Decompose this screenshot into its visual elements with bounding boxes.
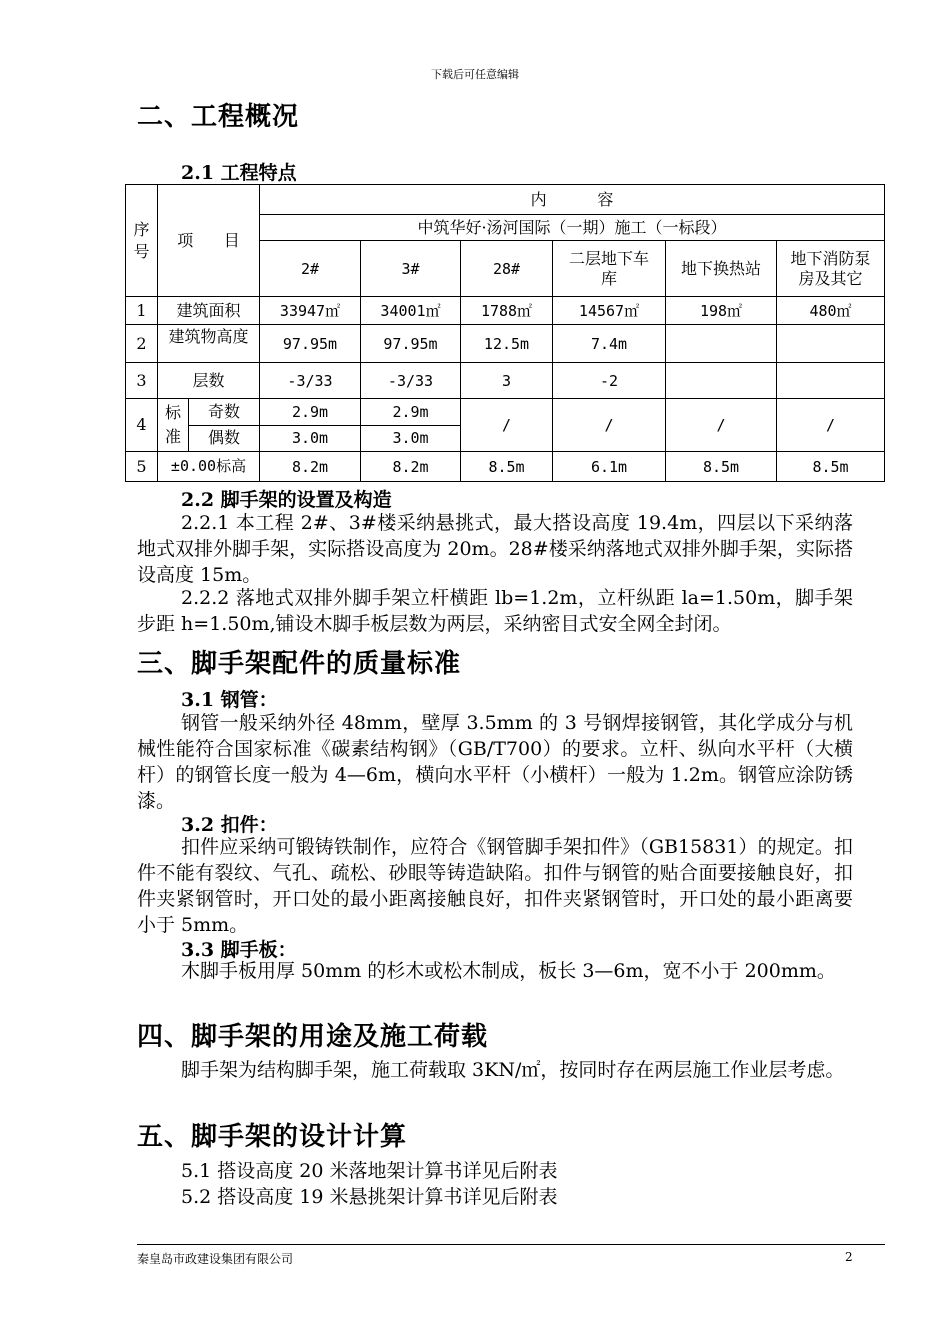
row-item-text: ±0.00标高 <box>170 456 247 475</box>
footer-company: 秦皇岛市政建设集团有限公司 <box>137 1252 294 1266</box>
odd-value: 2.9m <box>361 400 460 426</box>
row-item <box>158 452 260 482</box>
col-header: 2# <box>260 241 361 297</box>
page-header-note: 下载后可任意编辑 <box>431 68 519 81</box>
section-3-2-title: 3.2 扣件： <box>181 814 278 836</box>
odd-label: 奇数 <box>189 399 260 425</box>
row-no: 2 <box>126 325 158 363</box>
table-cell: / <box>461 399 553 452</box>
table-cell: 198㎡ <box>666 297 777 325</box>
header-project-name: 中筑华好·汤河国际（一期）施工（一标段） <box>260 215 885 241</box>
section-2-1-title: 2.1 工程特点 <box>181 162 297 184</box>
table-cell: 8.2m <box>361 452 461 482</box>
col-header <box>553 241 666 297</box>
paragraph-3-1: 钢管一般采纳外径 48mm，壁厚 3.5mm 的 3 号钢焊接钢管，其化学成分与机械性能符合国家标准《碳素结构钢》（GB/T700）的要求。立杆、纵向水平杆（大横杆）的钢管长度一般为 4—6m，横向水平杆（小横杆）一般为 1.2m。钢管应涂防锈漆。 <box>137 712 853 812</box>
section-3-3-title: 3.3 脚手板： <box>181 939 297 961</box>
table-cell: -2 <box>553 363 666 399</box>
table-cell: 6.1m <box>553 452 666 482</box>
table-cell: 3 <box>461 363 553 399</box>
row-no: 4 <box>126 399 158 452</box>
col-header: 3# <box>361 241 461 297</box>
table-cell: 8.5m <box>777 452 885 482</box>
col-header-text: 地下消防泵房及其它 <box>790 248 871 288</box>
table-cell: -3/33 <box>260 363 361 399</box>
table-cell: 14567㎡ <box>553 297 666 325</box>
table-cell: / <box>777 399 885 452</box>
item-5-2: 5.2 搭设高度 19 米悬挑架计算书详见后附表 <box>181 1186 558 1208</box>
page-number: 2 <box>845 1250 853 1264</box>
section-3-title: 三、脚手架配件的质量标准 <box>137 649 462 679</box>
table-cell <box>777 363 885 399</box>
table-cell: -3/33 <box>361 363 461 399</box>
table-cell <box>666 363 777 399</box>
col-header <box>777 241 885 297</box>
table-cell <box>777 325 885 363</box>
row-item: 建筑面积 <box>158 297 260 325</box>
header-item: 项 目 <box>158 185 260 297</box>
table-cell: / <box>666 399 777 452</box>
col-header-text: 地下换热站 <box>681 258 762 278</box>
row-item: 层数 <box>158 363 260 399</box>
item-5-1: 5.1 搭设高度 20 米落地架计算书详见后附表 <box>181 1160 558 1182</box>
row-no: 5 <box>126 452 158 482</box>
table-cell: 34001㎡ <box>361 297 461 325</box>
row-item-split <box>158 399 260 452</box>
table-cell: 7.4m <box>553 325 666 363</box>
paragraph-2-2-2: 2.2.2 落地式双排外脚手架立杆横距 lb=1.2m，立杆纵距 la=1.50m，脚手架步距 h=1.50m,铺设木脚手板层数为两层，采纳密目式安全网全封闭。 <box>137 587 853 635</box>
table-cell: 33947㎡ <box>260 297 361 325</box>
table-cell-split <box>260 399 361 452</box>
row-item-text: 标准 <box>164 403 181 446</box>
col-header-text: 二层地下车库 <box>569 248 650 288</box>
table-cell: / <box>553 399 666 452</box>
table-cell-split <box>361 399 461 452</box>
table-cell: 12.5m <box>461 325 553 363</box>
even-value: 3.0m <box>392 428 429 447</box>
row-no: 3 <box>126 363 158 399</box>
table-cell <box>666 325 777 363</box>
section-3-1-title: 3.1 钢管： <box>181 689 278 711</box>
even-value: 3.0m <box>291 428 329 447</box>
section-4-title: 四、脚手架的用途及施工荷载 <box>137 1022 489 1052</box>
col-header: 28# <box>461 241 553 297</box>
floor-height-subtable <box>158 399 259 451</box>
header-content: 内 容 <box>260 185 885 215</box>
table-cell: 97.95m <box>260 325 361 363</box>
odd-value: 2.9m <box>260 400 360 426</box>
project-features-table <box>125 184 885 482</box>
paragraph-2-2-1: 2.2.1 本工程 2#、3#楼采纳悬挑式，最大搭设高度 19.4m，四层以下采纳落地式双排外脚手架，实际搭设高度为 20m。28#楼采纳落地式双排外脚手架，实际搭设高度 15m。 <box>137 512 853 586</box>
table-cell: 480㎡ <box>777 297 885 325</box>
section-5-title: 五、脚手架的设计计算 <box>137 1122 408 1152</box>
section-2-title: 二、工程概况 <box>137 102 300 132</box>
table-cell: 8.5m <box>666 452 777 482</box>
row-item <box>158 325 260 363</box>
section-2-2-title: 2.2 脚手架的设置及构造 <box>181 489 392 511</box>
table-cell: 1788㎡ <box>461 297 553 325</box>
table-cell: 97.95m <box>361 325 461 363</box>
table-cell: 8.5m <box>461 452 553 482</box>
footer-divider <box>137 1244 885 1245</box>
even-label: 偶数 <box>207 428 240 448</box>
table-cell: 8.2m <box>260 452 361 482</box>
header-seq: 序号 <box>126 185 158 297</box>
col-header <box>666 241 777 297</box>
row-no: 1 <box>126 297 158 325</box>
row-item-text: 建筑物高度 <box>168 326 249 346</box>
row-item <box>158 399 189 451</box>
paragraph-4: 脚手架为结构脚手架，施工荷载取 3KN/㎡，按同时存在两层施工作业层考虑。 <box>181 1059 845 1081</box>
paragraph-3-2: 扣件应采纳可锻铸铁制作，应符合《钢管脚手架扣件》（GB15831）的规定。扣件不能有裂纹、气孔、疏松、砂眼等铸造缺陷。扣件与钢管的贴合面要接触良好，扣件夹紧钢管时，开口处的最小距离接触良好，扣件夹紧钢管时，开口处的最小距离要小于 5mm。 <box>137 836 853 936</box>
paragraph-3-3: 木脚手板用厚 50mm 的杉木或松木制成，板长 3—6m，宽不小于 200mm。 <box>181 960 836 982</box>
